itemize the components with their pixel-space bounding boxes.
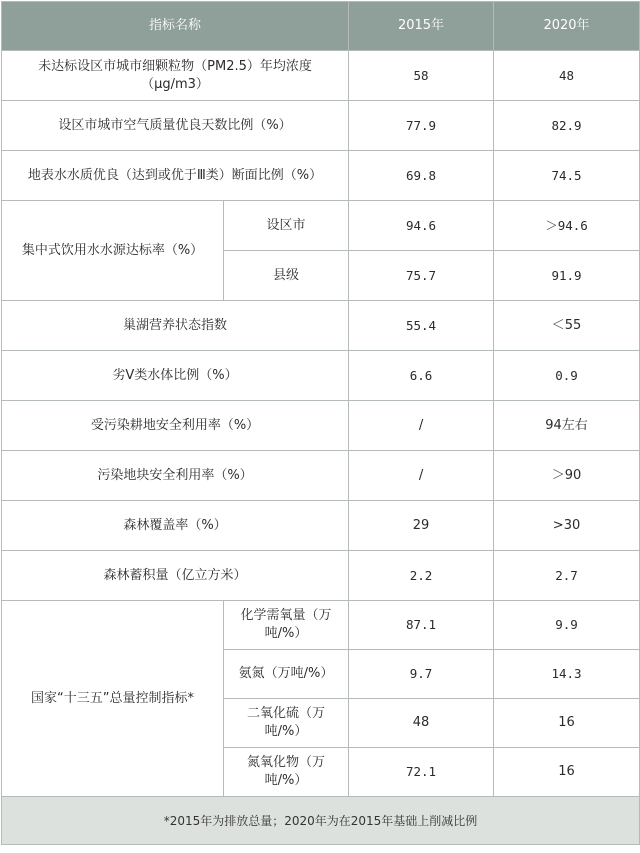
value-2015: / xyxy=(349,451,494,501)
row-label: 森林蓄积量（亿立方米） xyxy=(2,551,349,601)
value-2020: >30 xyxy=(494,501,640,551)
value-2015: 48 xyxy=(349,699,494,748)
table-row xyxy=(2,151,640,201)
value-2015: 29 xyxy=(349,501,494,551)
row-label: 巢湖营养状态指数 xyxy=(2,301,349,351)
value-2020: 94左右 xyxy=(494,401,640,451)
header-2015: 2015年 xyxy=(349,2,494,51)
value-2020: ＞90 xyxy=(494,451,640,501)
row-label: 未达标设区市城市细颗粒物（PM2.5）年均浓度 （μg/m3） xyxy=(2,51,349,101)
sub-label: 化学需氧量（万吨/%） xyxy=(224,601,349,650)
table-row xyxy=(2,101,640,151)
value-2015: 75.7 xyxy=(349,251,494,301)
table-row xyxy=(2,351,640,401)
sub-label: 县级 xyxy=(224,251,349,301)
indicator-table xyxy=(1,1,640,845)
header-row xyxy=(2,2,640,51)
value-2020: 9.9 xyxy=(494,601,640,650)
value-2020: ＞94.6 xyxy=(494,201,640,251)
value-2015: 2.2 xyxy=(349,551,494,601)
value-2015: 77.9 xyxy=(349,101,494,151)
row-label: 污染地块安全利用率（%） xyxy=(2,451,349,501)
table-row xyxy=(2,451,640,501)
table-row xyxy=(2,301,640,351)
value-2015: 58 xyxy=(349,51,494,101)
row-label: 集中式饮用水水源达标率（%） xyxy=(2,201,224,301)
value-2020: 16 xyxy=(494,699,640,748)
value-2020: ＜55 xyxy=(494,301,640,351)
value-2020: 2.7 xyxy=(494,551,640,601)
value-2020: 48 xyxy=(494,51,640,101)
row-label: 森林覆盖率（%） xyxy=(2,501,349,551)
row-label: 国家“十三五”总量控制指标* xyxy=(2,601,224,797)
value-2015: 87.1 xyxy=(349,601,494,650)
value-2020: 74.5 xyxy=(494,151,640,201)
row-label: 受污染耕地安全利用率（%） xyxy=(2,401,349,451)
table-row xyxy=(2,601,640,650)
header-2020: 2020年 xyxy=(494,2,640,51)
footer-row xyxy=(2,797,640,845)
row-label: 设区市城市空气质量优良天数比例（%） xyxy=(2,101,349,151)
value-2015: 55.4 xyxy=(349,301,494,351)
row-label: 地表水水质优良（达到或优于Ⅲ类）断面比例（%） xyxy=(2,151,349,201)
value-2015: 6.6 xyxy=(349,351,494,401)
table-row xyxy=(2,401,640,451)
value-2015: / xyxy=(349,401,494,451)
value-2020: 82.9 xyxy=(494,101,640,151)
table-row xyxy=(2,201,640,251)
value-2020: 16 xyxy=(494,748,640,797)
sub-label: 设区市 xyxy=(224,201,349,251)
value-2015: 69.8 xyxy=(349,151,494,201)
sub-label: 氨氮（万吨/%） xyxy=(224,650,349,699)
header-name: 指标名称 xyxy=(2,2,349,51)
value-2020: 14.3 xyxy=(494,650,640,699)
sub-label: 氮氧化物（万吨/%） xyxy=(224,748,349,797)
sub-label: 二氧化硫（万吨/%） xyxy=(224,699,349,748)
value-2020: 91.9 xyxy=(494,251,640,301)
table-row xyxy=(2,501,640,551)
value-2015: 72.1 xyxy=(349,748,494,797)
table-row xyxy=(2,51,640,101)
value-2020: 0.9 xyxy=(494,351,640,401)
footnote: *2015年为排放总量；2020年为在2015年基础上削减比例 xyxy=(2,797,640,845)
value-2015: 9.7 xyxy=(349,650,494,699)
row-label: 劣Ⅴ类水体比例（%） xyxy=(2,351,349,401)
value-2015: 94.6 xyxy=(349,201,494,251)
table-row xyxy=(2,551,640,601)
